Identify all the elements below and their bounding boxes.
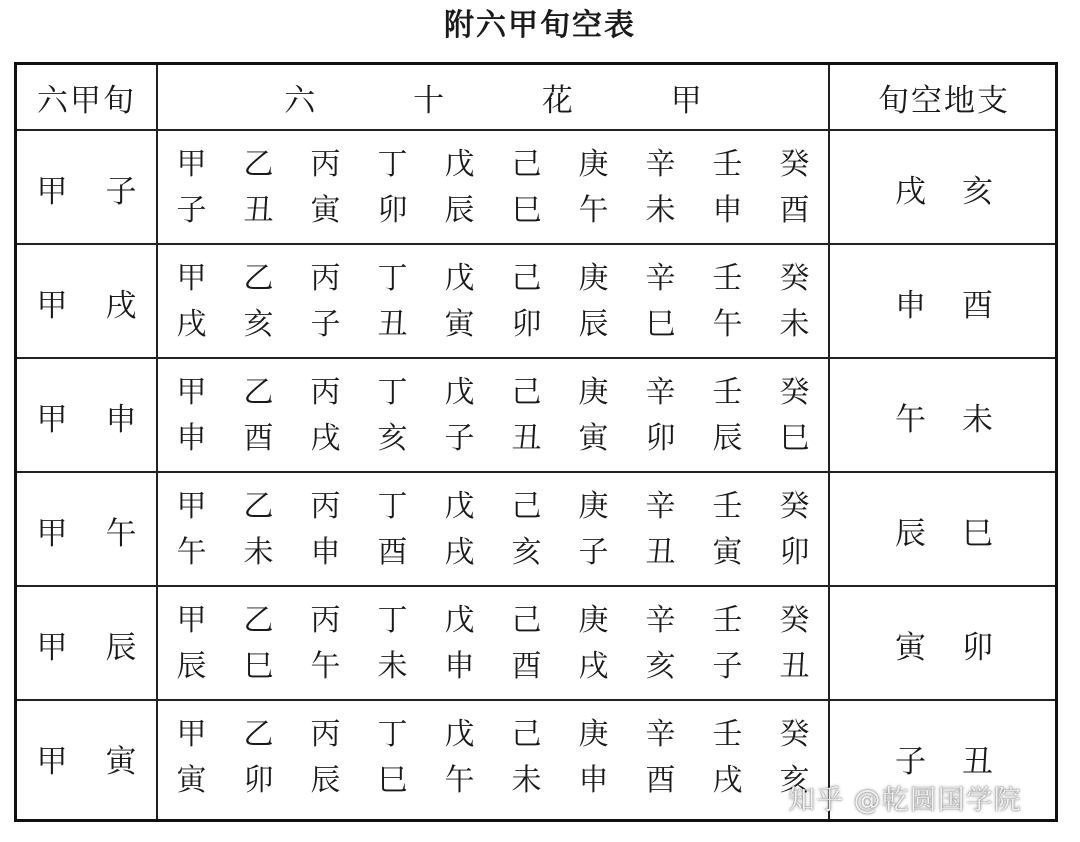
earthly-branch: 巳 <box>645 307 676 342</box>
watermark: 知乎 @乾圆国学院 <box>788 785 1022 816</box>
heavenly-stem: 甲 <box>176 603 207 638</box>
heavenly-stem: 丙 <box>310 489 341 524</box>
jiazi-pair <box>761 131 828 245</box>
earthly-branch: 子 <box>444 421 475 456</box>
xun-branch: 辰 <box>105 629 137 666</box>
void-branch: 辰 <box>895 515 926 552</box>
earthly-branch: 辰 <box>444 193 475 228</box>
row-divider <box>17 243 1055 245</box>
heavenly-stem: 丁 <box>377 147 408 182</box>
earthly-branch: 戌 <box>712 763 743 798</box>
heavenly-stem: 乙 <box>243 489 274 524</box>
jiazi-pair <box>761 473 828 587</box>
column-divider <box>156 65 158 819</box>
heavenly-stem: 丁 <box>377 489 408 524</box>
xun-kong-table <box>14 62 1058 822</box>
heavenly-stem: 辛 <box>645 261 676 296</box>
jiazi-pair <box>627 587 694 701</box>
heavenly-stem: 辛 <box>645 375 676 410</box>
table-row <box>17 245 1055 359</box>
earthly-branch: 子 <box>310 307 341 342</box>
earthly-branch: 戌 <box>310 421 341 456</box>
earthly-branch: 午 <box>578 193 609 228</box>
jiazi-pair <box>493 245 560 359</box>
jiazi-pair <box>158 245 225 359</box>
jiazi-pair <box>359 701 426 815</box>
earthly-branch: 子 <box>712 649 743 684</box>
jiazi-pair <box>560 359 627 473</box>
heavenly-stem: 庚 <box>578 147 609 182</box>
row-divider <box>17 357 1055 359</box>
jiazi-pair <box>493 701 560 815</box>
heavenly-stem: 丙 <box>310 603 341 638</box>
xun-branch: 戌 <box>105 287 137 324</box>
header-xun: 六甲旬 <box>37 82 136 119</box>
jiazi-pair <box>158 131 225 245</box>
heavenly-stem: 癸 <box>779 489 810 524</box>
heavenly-stem: 癸 <box>779 147 810 182</box>
earthly-branch: 亥 <box>377 421 408 456</box>
heavenly-stem: 壬 <box>712 147 743 182</box>
earthly-branch: 寅 <box>712 535 743 570</box>
heavenly-stem: 戊 <box>444 261 475 296</box>
row-divider <box>17 471 1055 473</box>
jiazi-pair <box>426 473 493 587</box>
earthly-branch: 辰 <box>712 421 743 456</box>
void-branch: 午 <box>895 401 926 438</box>
heavenly-stem: 己 <box>511 147 542 182</box>
jiazi-pairs <box>158 473 828 587</box>
heavenly-stem: 甲 <box>176 717 207 752</box>
heavenly-stem: 壬 <box>712 261 743 296</box>
jiazi-pair <box>292 131 359 245</box>
heavenly-stem: 辛 <box>645 603 676 638</box>
table-row <box>17 131 1055 245</box>
earthly-branch: 申 <box>444 649 475 684</box>
earthly-branch: 午 <box>176 535 207 570</box>
header-void-branches: 旬空地支 <box>878 82 1010 119</box>
xun-stem: 甲 <box>36 629 68 666</box>
jiazi-pair <box>359 587 426 701</box>
heavenly-stem: 丙 <box>310 717 341 752</box>
earthly-branch: 酉 <box>243 421 274 456</box>
earthly-branch: 辰 <box>578 307 609 342</box>
xun-cell <box>17 245 156 359</box>
heavenly-stem: 癸 <box>779 375 810 410</box>
earthly-branch: 酉 <box>779 193 810 228</box>
void-branch: 巳 <box>962 515 993 552</box>
heavenly-stem: 戊 <box>444 603 475 638</box>
xun-cell <box>17 701 156 815</box>
jiazi-pair <box>225 245 292 359</box>
jiazi-pair <box>560 701 627 815</box>
jiazi-pairs <box>158 359 828 473</box>
heavenly-stem: 己 <box>511 717 542 752</box>
heavenly-stem: 庚 <box>578 375 609 410</box>
heavenly-stem: 己 <box>511 261 542 296</box>
heavenly-stem: 庚 <box>578 717 609 752</box>
heavenly-stem: 乙 <box>243 261 274 296</box>
earthly-branch: 寅 <box>176 763 207 798</box>
heavenly-stem: 乙 <box>243 603 274 638</box>
earthly-branch: 亥 <box>779 763 810 798</box>
row-divider <box>17 699 1055 701</box>
earthly-branch: 午 <box>444 763 475 798</box>
earthly-branch: 巳 <box>243 649 274 684</box>
earthly-branch: 戌 <box>444 535 475 570</box>
earthly-branch: 巳 <box>377 763 408 798</box>
earthly-branch: 酉 <box>645 763 676 798</box>
heavenly-stem: 壬 <box>712 717 743 752</box>
earthly-branch: 辰 <box>176 649 207 684</box>
void-branch: 子 <box>895 743 926 780</box>
jiazi-pair <box>426 701 493 815</box>
earthly-branch: 亥 <box>511 535 542 570</box>
table-row <box>17 359 1055 473</box>
heavenly-stem: 甲 <box>176 375 207 410</box>
column-divider <box>828 65 830 819</box>
heavenly-stem: 甲 <box>176 261 207 296</box>
earthly-branch: 丑 <box>377 307 408 342</box>
heavenly-stem: 戊 <box>444 489 475 524</box>
jiazi-pair <box>493 587 560 701</box>
heavenly-stem: 乙 <box>243 375 274 410</box>
xun-cell <box>17 359 156 473</box>
earthly-branch: 子 <box>578 535 609 570</box>
heavenly-stem: 丁 <box>377 261 408 296</box>
jiazi-pair <box>359 131 426 245</box>
xun-branch: 申 <box>105 401 137 438</box>
jiazi-pair <box>694 359 761 473</box>
jiazi-pair <box>627 701 694 815</box>
table-row <box>17 473 1055 587</box>
xun-stem: 甲 <box>36 287 68 324</box>
earthly-branch: 戌 <box>578 649 609 684</box>
jiazi-pair <box>627 245 694 359</box>
earthly-branch: 卯 <box>377 193 408 228</box>
jiazi-pair <box>426 587 493 701</box>
xun-branch: 寅 <box>105 743 137 780</box>
xun-branch: 子 <box>105 173 137 210</box>
earthly-branch: 子 <box>176 193 207 228</box>
earthly-branch: 丑 <box>779 649 810 684</box>
earthly-branch: 巳 <box>779 421 810 456</box>
earthly-branch: 寅 <box>444 307 475 342</box>
table-row <box>17 587 1055 701</box>
jiazi-pair <box>359 473 426 587</box>
heavenly-stem: 癸 <box>779 603 810 638</box>
earthly-branch: 未 <box>377 649 408 684</box>
void-branches-cell <box>830 359 1058 473</box>
earthly-branch: 卯 <box>511 307 542 342</box>
jiazi-pairs <box>158 131 828 245</box>
jiazi-pair <box>158 587 225 701</box>
void-branch: 未 <box>962 401 993 438</box>
jiazi-pair <box>359 359 426 473</box>
heavenly-stem: 壬 <box>712 375 743 410</box>
heavenly-stem: 丁 <box>377 603 408 638</box>
jiazi-pair <box>694 245 761 359</box>
jiazi-pair <box>292 359 359 473</box>
earthly-branch: 申 <box>310 535 341 570</box>
jiazi-pair <box>493 473 560 587</box>
void-branches-cell <box>830 131 1058 245</box>
xun-stem: 甲 <box>36 173 68 210</box>
earthly-branch: 未 <box>243 535 274 570</box>
earthly-branch: 午 <box>712 307 743 342</box>
jiazi-pairs <box>158 701 828 815</box>
heavenly-stem: 庚 <box>578 489 609 524</box>
header-sixty-jiazi: 六 十 花 甲 <box>284 82 746 119</box>
void-branch: 丑 <box>962 743 993 780</box>
earthly-branch: 辰 <box>310 763 341 798</box>
heavenly-stem: 辛 <box>645 717 676 752</box>
xun-branch: 午 <box>105 515 137 552</box>
earthly-branch: 亥 <box>243 307 274 342</box>
earthly-branch: 巳 <box>511 193 542 228</box>
earthly-branch: 卯 <box>645 421 676 456</box>
jiazi-pair <box>292 245 359 359</box>
earthly-branch: 申 <box>176 421 207 456</box>
earthly-branch: 卯 <box>243 763 274 798</box>
xun-cell <box>17 131 156 245</box>
jiazi-pair <box>359 245 426 359</box>
void-branch: 酉 <box>962 287 993 324</box>
jiazi-pair <box>292 473 359 587</box>
heavenly-stem: 癸 <box>779 717 810 752</box>
heavenly-stem: 壬 <box>712 489 743 524</box>
earthly-branch: 卯 <box>779 535 810 570</box>
jiazi-pair <box>560 587 627 701</box>
heavenly-stem: 己 <box>511 603 542 638</box>
heavenly-stem: 乙 <box>243 717 274 752</box>
heavenly-stem: 戊 <box>444 717 475 752</box>
jiazi-pair <box>694 131 761 245</box>
earthly-branch: 亥 <box>645 649 676 684</box>
heavenly-stem: 甲 <box>176 147 207 182</box>
void-branch: 卯 <box>962 629 993 666</box>
jiazi-pair <box>493 359 560 473</box>
jiazi-pair <box>694 701 761 815</box>
jiazi-pair <box>426 245 493 359</box>
heavenly-stem: 庚 <box>578 261 609 296</box>
heavenly-stem: 辛 <box>645 489 676 524</box>
jiazi-pair <box>225 587 292 701</box>
jiazi-pair <box>158 473 225 587</box>
jiazi-pair <box>627 131 694 245</box>
row-divider <box>17 585 1055 587</box>
jiazi-pair <box>225 131 292 245</box>
jiazi-pair <box>560 473 627 587</box>
jiazi-pair <box>225 473 292 587</box>
xun-stem: 甲 <box>36 515 68 552</box>
heavenly-stem: 丙 <box>310 375 341 410</box>
earthly-branch: 丑 <box>243 193 274 228</box>
earthly-branch: 寅 <box>310 193 341 228</box>
xun-cell <box>17 587 156 701</box>
jiazi-pair <box>560 245 627 359</box>
heavenly-stem: 庚 <box>578 603 609 638</box>
jiazi-pair <box>761 245 828 359</box>
void-branch: 戌 <box>895 173 926 210</box>
jiazi-pair <box>627 473 694 587</box>
jiazi-pair <box>761 359 828 473</box>
void-branch: 申 <box>895 287 926 324</box>
void-branch: 寅 <box>895 629 926 666</box>
jiazi-pair <box>426 359 493 473</box>
heavenly-stem: 丙 <box>310 261 341 296</box>
jiazi-pairs <box>158 587 828 701</box>
earthly-branch: 午 <box>310 649 341 684</box>
jiazi-pair <box>225 701 292 815</box>
table-header-row <box>17 65 1055 129</box>
jiazi-pairs <box>158 245 828 359</box>
void-branches-cell <box>830 587 1058 701</box>
earthly-branch: 酉 <box>377 535 408 570</box>
jiazi-pair <box>694 587 761 701</box>
jiazi-pair <box>292 701 359 815</box>
earthly-branch: 申 <box>578 763 609 798</box>
jiazi-pair <box>426 131 493 245</box>
heavenly-stem: 癸 <box>779 261 810 296</box>
earthly-branch: 申 <box>712 193 743 228</box>
heavenly-stem: 壬 <box>712 603 743 638</box>
heavenly-stem: 丙 <box>310 147 341 182</box>
heavenly-stem: 辛 <box>645 147 676 182</box>
earthly-branch: 丑 <box>645 535 676 570</box>
row-divider <box>17 129 1055 131</box>
xun-stem: 甲 <box>36 401 68 438</box>
jiazi-pair <box>627 359 694 473</box>
void-branch: 亥 <box>962 173 993 210</box>
heavenly-stem: 戊 <box>444 375 475 410</box>
earthly-branch: 未 <box>779 307 810 342</box>
jiazi-pair <box>225 359 292 473</box>
table-title: 附六甲旬空表 <box>444 8 636 43</box>
earthly-branch: 寅 <box>578 421 609 456</box>
jiazi-pair <box>560 131 627 245</box>
earthly-branch: 酉 <box>511 649 542 684</box>
jiazi-pair <box>158 701 225 815</box>
xun-cell <box>17 473 156 587</box>
heavenly-stem: 丁 <box>377 375 408 410</box>
heavenly-stem: 己 <box>511 375 542 410</box>
jiazi-pair <box>158 359 225 473</box>
earthly-branch: 戌 <box>176 307 207 342</box>
void-branches-cell <box>830 473 1058 587</box>
earthly-branch: 未 <box>645 193 676 228</box>
earthly-branch: 丑 <box>511 421 542 456</box>
heavenly-stem: 乙 <box>243 147 274 182</box>
earthly-branch: 未 <box>511 763 542 798</box>
jiazi-pair <box>694 473 761 587</box>
heavenly-stem: 己 <box>511 489 542 524</box>
heavenly-stem: 戊 <box>444 147 475 182</box>
void-branches-cell <box>830 245 1058 359</box>
jiazi-pair <box>493 131 560 245</box>
heavenly-stem: 丁 <box>377 717 408 752</box>
xun-stem: 甲 <box>36 743 68 780</box>
jiazi-pair <box>292 587 359 701</box>
heavenly-stem: 甲 <box>176 489 207 524</box>
jiazi-pair <box>761 587 828 701</box>
